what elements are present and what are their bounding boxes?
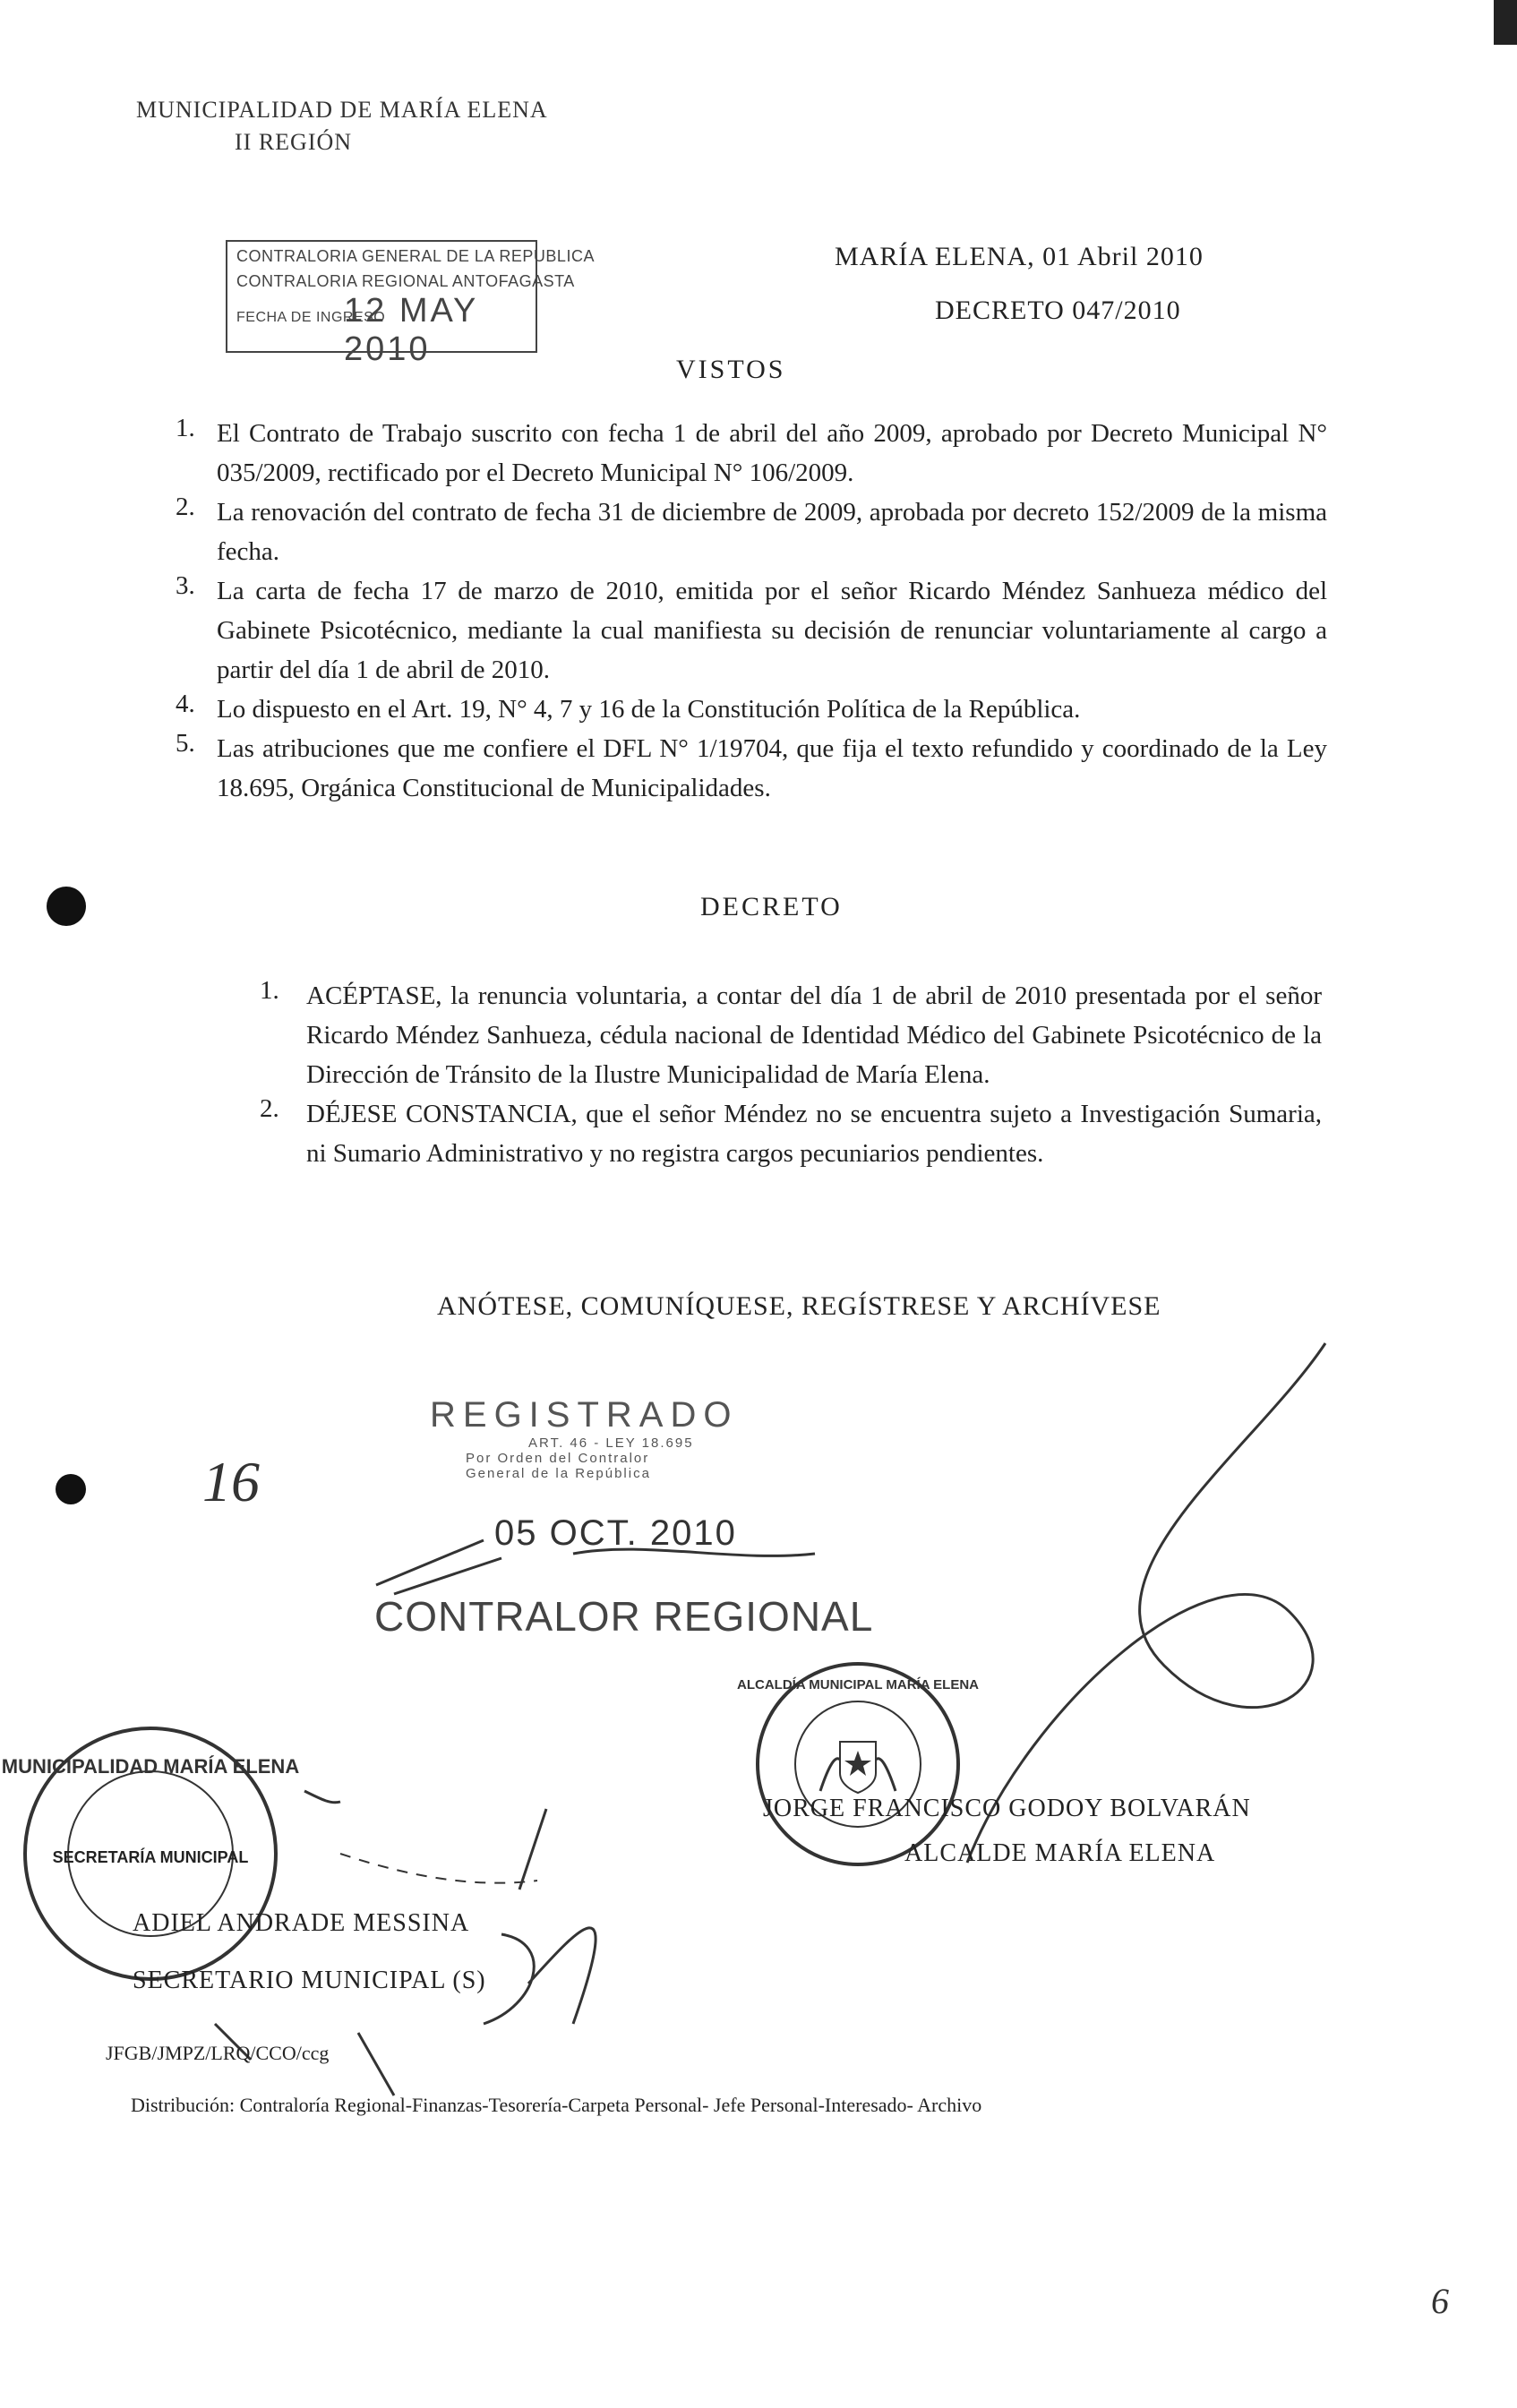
closing-formula: ANÓTESE, COMUNÍQUESE, REGÍSTRESE Y ARCHÍVESE <box>437 1291 1161 1321</box>
item-lead: ACÉPTASE, <box>306 981 442 1010</box>
left-signer-title: SECRETARIO MUNICIPAL (S) <box>133 1967 486 1994</box>
left-signer-name: ADIEL ANDRADE MESSINA <box>133 1909 470 1937</box>
item-text: El Contrato de Trabajo suscrito con fecha 1 de abril del año 2009, aprobado por Decreto Municipal N° 035/2009, rectificado por el Decreto Municipal N° 106/2009. <box>217 419 1327 487</box>
item-text: La carta de fecha 17 de marzo de 2010, emitida por el señor Ricardo Méndez Sanhueza médico del Gabinete Psicotécnico, mediante la cual manifiesta su decisión de renunciar voluntariamente al cargo a partir del día 1 de abril de 2010. <box>217 577 1327 684</box>
seal-ring-text: ALCALDÍA MUNICIPAL MARÍA ELENA <box>737 1677 979 1692</box>
item-text: La renovación del contrato de fecha 31 de diciembre de 2009, aprobada por decreto 152/2009 de la misma fecha. <box>217 498 1327 566</box>
handwritten-number: 16 <box>202 1450 260 1513</box>
received-stamp-line2: CONTRALORIA REGIONAL ANTOFAGASTA <box>236 272 575 290</box>
decree-number: DECRETO 047/2010 <box>935 296 1181 325</box>
distribution-line: Distribución: Contraloría Regional-Finanzas-Tesorería-Carpeta Personal- Jefe Personal-Interesado- Archivo <box>131 2094 982 2116</box>
item-text: Lo dispuesto en el Art. 19, N° 4, 7 y 16 de la Constitución Política de la República. <box>217 695 1081 724</box>
municipality-name: MUNICIPALIDAD DE MARÍA ELENA <box>136 97 548 123</box>
item-number: 3. <box>176 571 195 600</box>
region-name: II REGIÓN <box>235 129 353 155</box>
page-mark: 6 <box>1431 2281 1449 2321</box>
item-number: 1. <box>260 976 279 1005</box>
secretaria-seal <box>1 1719 300 1988</box>
item-number: 2. <box>260 1094 279 1123</box>
received-stamp-label: FECHA DE INGRESO <box>236 310 386 325</box>
registered-title: REGISTRADO <box>430 1395 739 1435</box>
registered-line1: ART. 46 - LEY 18.695 <box>528 1435 694 1451</box>
item-number: 4. <box>176 690 195 718</box>
item-text: Las atribuciones que me confiere el DFL N° 1/19704, que fija el texto refundido y coordinado de la Ley 18.695, Orgánica Constitucional de Municipalidades. <box>217 734 1327 802</box>
controller-label: CONTRALOR REGIONAL <box>374 1593 874 1640</box>
right-signer-title: ALCALDE MARÍA ELENA <box>904 1839 1216 1867</box>
item-number: 5. <box>176 729 195 758</box>
registered-line3: General de la República <box>466 1466 651 1481</box>
item-lead: DÉJESE CONSTANCIA, <box>306 1100 578 1128</box>
right-signer-name: JORGE FRANCISCO GODOY BOLVARÁN <box>763 1795 1251 1822</box>
place-date: MARÍA ELENA, 01 Abril 2010 <box>835 242 1204 271</box>
item-text: que el señor Méndez no se encuentra sujeto a Investigación Sumaria, ni Sumario Administrativo y no registra cargos pecuniarios pendientes. <box>306 1100 1323 1168</box>
scan-edge <box>1494 0 1517 45</box>
item-number: 1. <box>176 414 195 442</box>
vistos-heading: VISTOS <box>676 355 786 384</box>
seal-center-text: SECRETARÍA MUNICIPAL <box>52 1848 249 1866</box>
received-stamp-line1: CONTRALORIA GENERAL DE LA REPUBLICA <box>236 247 595 265</box>
received-stamp-date: 12 MAY 2010 <box>344 292 478 368</box>
registered-date: 05 OCT. 2010 <box>494 1513 737 1553</box>
item-number: 2. <box>176 493 195 521</box>
registered-line2: Por Orden del Contralor <box>466 1451 650 1466</box>
item-text: la renuncia voluntaria, a contar del día 1 de abril de 2010 presentada por el señor Ricardo Méndez Sanhueza, cédula nacional de Identidad Médico del Gabinete Psicotécnico de la Dirección de Tránsito de la Ilustre Municipalidad de María Elena. <box>306 981 1322 1089</box>
decreto-heading: DECRETO <box>700 892 843 921</box>
reference-initials: JFGB/JMPZ/LRQ/CCO/ccg <box>106 2042 330 2064</box>
seal-ring-text: MUNICIPALIDAD MARÍA ELENA <box>1 1755 300 1778</box>
